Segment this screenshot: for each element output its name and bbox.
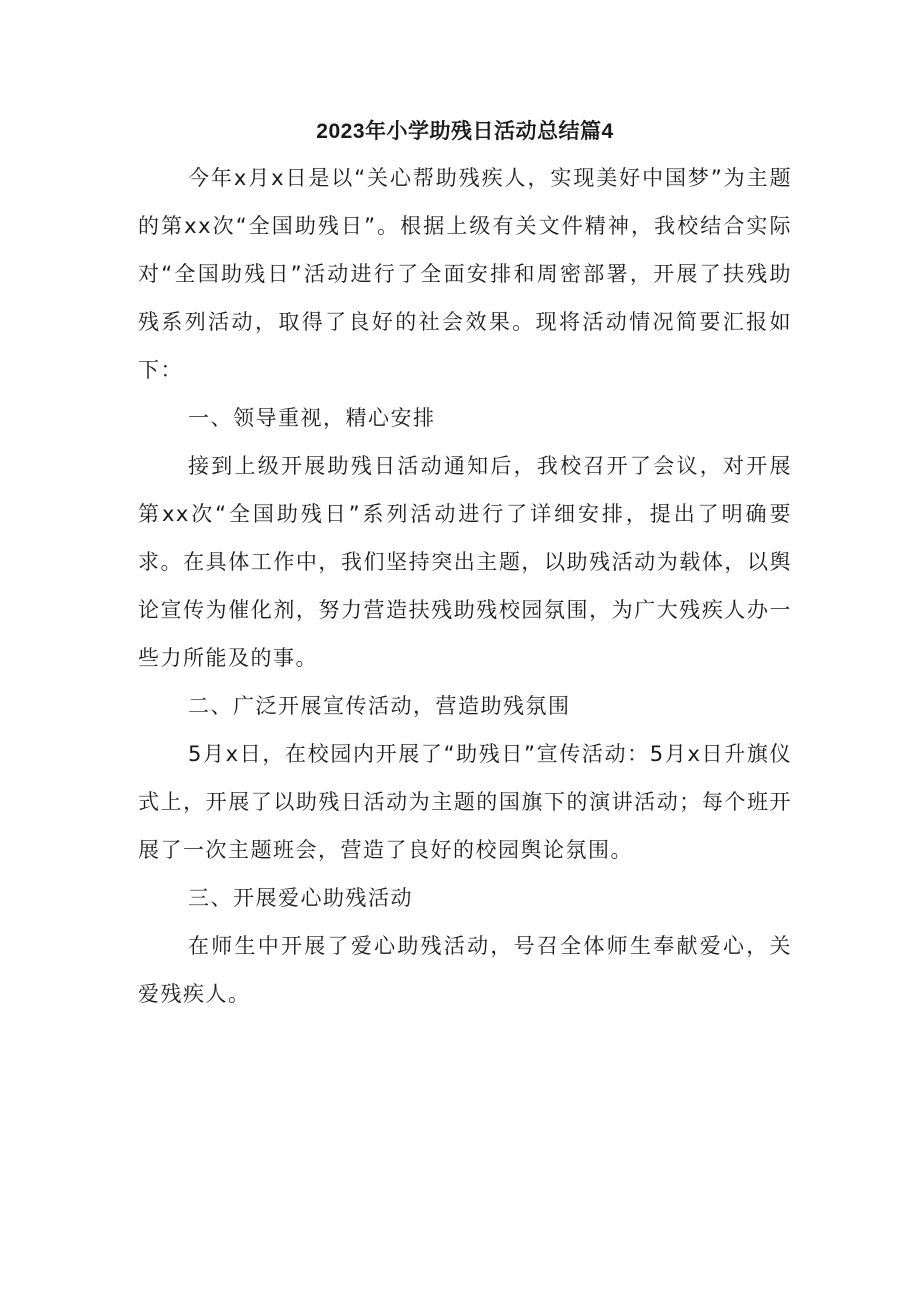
section-body-1: 接到上级开展助残日活动通知后，我校召开了会议，对开展第xx次“全国助残日”系列活动进行了详细安排，提出了明确要求。在具体工作中，我们坚持突出主题，以助残活动为载体，以舆论宣传为催化剂，努力营造扶残助残校园氛围，为广大残疾人办一些力所能及的事。 [138, 454, 792, 670]
document-page [138, 112, 792, 1018]
section-heading-3: 三、开展爱心助残活动 [188, 886, 413, 910]
section-body-2: 5月x日，在校园内开展了“助残日”宣传活动：5月x日升旗仪式上，开展了以助残日活动为主题的国旗下的演讲活动；每个班开展了一次主题班会，营造了良好的校园舆论氛围。 [138, 742, 792, 862]
section-heading-1: 一、领导重视，精心安排 [188, 406, 436, 430]
document-title: 2023年小学助残日活动总结篇4 [316, 120, 614, 143]
section-heading-2: 二、广泛开展宣传活动，营造助残氛围 [188, 694, 571, 718]
section-body-3: 在师生中开展了爱心助残活动，号召全体师生奉献爱心，关爱残疾人。 [138, 934, 792, 1006]
intro-paragraph: 今年x月x日是以“关心帮助残疾人，实现美好中国梦”为主题的第xx次“全国助残日”。根据上级有关文件精神，我校结合实际对“全国助残日”活动进行了全面安排和周密部署，开展了扶残助残系列活动，取得了良好的社会效果。现将活动情况简要汇报如下： [138, 166, 792, 382]
